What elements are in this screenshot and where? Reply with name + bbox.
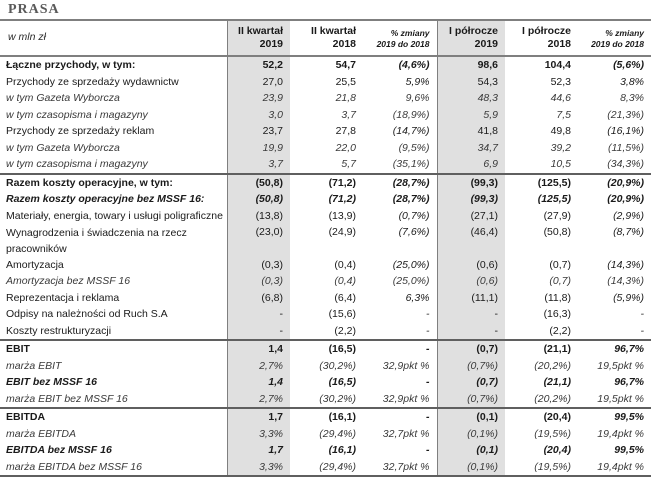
cell-value: 3,3% <box>227 426 290 443</box>
cell-value: (16,1) <box>328 444 356 456</box>
cell-value: (28,7%) <box>363 174 437 192</box>
table-row <box>0 74 651 91</box>
cell-value: (13,9) <box>328 209 356 222</box>
cell-value: 5,9 <box>437 107 505 124</box>
cell-value: - <box>227 323 290 341</box>
table-row <box>0 140 651 157</box>
cell-value: 6,3% <box>405 291 430 304</box>
table-row <box>0 174 651 192</box>
cell-value: 19,5pkt % <box>597 392 644 405</box>
row-label: Przychody ze sprzedaży reklam <box>6 125 155 137</box>
cell-value: (16,3) <box>543 308 571 320</box>
cell-value: (99,3) <box>437 191 505 208</box>
cell-value: (16,5) <box>290 340 363 358</box>
cell-value: (0,4) <box>334 275 356 287</box>
cell-value: 23,7 <box>227 123 290 140</box>
cell-value: - <box>640 324 644 337</box>
cell-value: 19,5pkt % <box>597 359 644 372</box>
prasa-table <box>0 21 651 477</box>
row-label: marża EBIT <box>6 359 62 372</box>
cell-value: 5,9% <box>405 75 430 88</box>
row-label: EBITDA bez MSSF 16 <box>6 444 112 456</box>
column-header: II kwartał 2018 <box>290 21 363 56</box>
cell-value: (29,4%) <box>290 459 363 477</box>
cell-value: 27,0 <box>227 74 290 91</box>
cell-value: (20,4) <box>505 408 578 426</box>
cell-value: (35,1%) <box>392 158 430 170</box>
cell-value: - <box>426 308 430 320</box>
cell-value: (125,5) <box>505 174 578 192</box>
cell-value: 34,7 <box>437 140 505 157</box>
table-row <box>0 306 651 323</box>
row-label: Reprezentacja i reklama <box>6 291 120 304</box>
cell-value: 99,5% <box>578 408 651 426</box>
cell-value: 98,6 <box>437 56 505 74</box>
table-row <box>0 408 651 426</box>
page-title: PRASA <box>0 0 651 21</box>
cell-value: 49,8 <box>550 125 571 137</box>
cell-value: - <box>437 306 505 323</box>
cell-value: (0,7%) <box>437 358 505 375</box>
cell-value: 99,5% <box>614 444 644 456</box>
cell-value: (71,2) <box>290 174 363 192</box>
cell-value: (24,9) <box>328 226 356 238</box>
table-row <box>0 391 651 409</box>
table-row <box>0 156 651 174</box>
table-row <box>0 208 651 225</box>
cell-value: (20,2%) <box>534 392 571 405</box>
cell-value: 96,7% <box>578 340 651 358</box>
row-label: Odpisy na należności od Ruch S.A <box>6 308 168 320</box>
row-label: EBITDA <box>0 408 227 426</box>
cell-value: 3,8% <box>620 75 644 88</box>
column-header: II kwartał 2019 <box>227 21 290 56</box>
cell-value: (2,2) <box>549 324 571 337</box>
header-row <box>0 21 651 56</box>
row-label: Razem koszty operacyjne, w tym: <box>0 174 227 192</box>
cell-value: (7,6%) <box>398 226 430 238</box>
cell-value: (5,9%) <box>613 291 644 304</box>
cell-value: (5,6%) <box>578 56 651 74</box>
cell-value: - <box>640 308 644 320</box>
cell-value: - <box>227 306 290 323</box>
cell-value: 32,7pkt % <box>382 427 430 440</box>
cell-value: (46,4) <box>437 224 505 257</box>
cell-value: (0,6) <box>437 273 505 290</box>
table-row <box>0 56 651 74</box>
row-label: EBIT <box>0 340 227 358</box>
cell-value: - <box>426 324 430 337</box>
cell-value: (29,4%) <box>319 427 356 440</box>
column-header: % zmiany 2019 do 2018 <box>363 21 437 56</box>
cell-value: (21,1) <box>505 340 578 358</box>
cell-value: (14,3%) <box>607 258 644 271</box>
cell-value: - <box>426 444 430 456</box>
cell-value: 41,8 <box>437 123 505 140</box>
cell-value: (71,2) <box>328 193 356 205</box>
cell-value: (6,4) <box>334 291 356 304</box>
cell-value: (25,0%) <box>392 258 430 271</box>
cell-value: (0,1) <box>437 442 505 459</box>
row-label: Razem koszty operacyjne bez MSSF 16: <box>6 193 205 205</box>
cell-value: (0,7%) <box>398 209 430 222</box>
cell-value: 8,3% <box>620 92 644 104</box>
cell-value: 22,0 <box>335 141 356 154</box>
cell-value: (19,5%) <box>534 427 571 440</box>
cell-value: 23,9 <box>227 90 290 107</box>
cell-value: (0,7) <box>437 374 505 391</box>
cell-value: 54,7 <box>290 56 363 74</box>
cell-value: 19,4pkt % <box>597 427 644 440</box>
cell-value: - <box>363 340 437 358</box>
cell-value: 1,4 <box>227 340 290 358</box>
cell-value: (0,7) <box>549 275 571 287</box>
table-row <box>0 340 651 358</box>
cell-value: 52,2 <box>227 56 290 74</box>
cell-value: (20,9%) <box>578 174 651 192</box>
cell-value: 2,7% <box>227 391 290 409</box>
cell-value: (16,5) <box>328 376 356 388</box>
column-header: % zmiany 2019 do 2018 <box>578 21 651 56</box>
row-label: Łączne przychody, w tym: <box>0 56 227 74</box>
row-label: marża EBIT bez MSSF 16 <box>6 392 128 405</box>
cell-value: (0,7) <box>437 340 505 358</box>
cell-value: 32,7pkt % <box>363 459 437 477</box>
column-header: I półrocze 2019 <box>437 21 505 56</box>
table-row <box>0 358 651 375</box>
cell-value: (0,7) <box>549 258 571 271</box>
cell-value: (20,2%) <box>534 359 571 372</box>
cell-value: (11,5%) <box>608 141 644 154</box>
cell-value: (14,3%) <box>607 275 644 287</box>
cell-value: (0,1) <box>437 408 505 426</box>
cell-value: (30,2%) <box>319 359 356 372</box>
cell-value: 19,4pkt % <box>578 459 651 477</box>
cell-value: (28,7%) <box>392 193 430 205</box>
cell-value: (34,3%) <box>607 158 644 170</box>
table-row <box>0 224 651 257</box>
cell-value: (21,3%) <box>607 108 644 121</box>
cell-value: 3,0 <box>227 107 290 124</box>
cell-value: (0,4) <box>334 258 356 271</box>
cell-value: (0,1%) <box>437 426 505 443</box>
cell-value: (21,1) <box>543 376 571 388</box>
cell-value: (27,9) <box>543 209 571 222</box>
cell-value: 6,9 <box>437 156 505 174</box>
table-row <box>0 273 651 290</box>
cell-value: 2,7% <box>227 358 290 375</box>
cell-value: 9,6% <box>405 92 430 104</box>
cell-value: (99,3) <box>437 174 505 192</box>
table-header <box>0 21 651 56</box>
cell-value: (16,1%) <box>607 125 644 137</box>
table-row <box>0 123 651 140</box>
row-label: Amortyzacja <box>6 258 64 271</box>
cell-value: 104,4 <box>505 56 578 74</box>
cell-value: (13,8) <box>227 208 290 225</box>
cell-value: (4,6%) <box>363 56 437 74</box>
cell-value: 32,9pkt % <box>382 392 430 405</box>
table-row <box>0 459 651 477</box>
cell-value: 32,9pkt % <box>382 359 430 372</box>
cell-value: 1,7 <box>227 442 290 459</box>
cell-value: 44,6 <box>550 92 571 104</box>
cell-value: (20,9%) <box>607 193 644 205</box>
cell-value: 1,7 <box>227 408 290 426</box>
cell-value: (9,5%) <box>398 141 430 154</box>
cell-value: (50,8) <box>227 191 290 208</box>
cell-value: (15,6) <box>328 308 356 320</box>
row-label: w tym czasopisma i magazyny <box>6 158 148 170</box>
cell-value: (8,7%) <box>613 226 644 238</box>
cell-value: - <box>363 408 437 426</box>
cell-value: 54,3 <box>437 74 505 91</box>
cell-value: (11,1) <box>437 290 505 307</box>
table-row <box>0 426 651 443</box>
row-label: w tym Gazeta Wyborcza <box>6 141 120 154</box>
cell-value: (50,8) <box>227 174 290 192</box>
cell-value: (30,2%) <box>319 392 356 405</box>
cell-value: 7,5 <box>556 108 571 121</box>
cell-value: (23,0) <box>227 224 290 257</box>
row-label: Przychody ze sprzedaży wydawnictw <box>6 75 179 88</box>
unit-label: w mln zł <box>0 21 227 56</box>
table-body <box>0 56 651 476</box>
table-row <box>0 323 651 341</box>
cell-value: (16,1) <box>290 408 363 426</box>
cell-value: - <box>426 376 430 388</box>
row-label: marża EBITDA bez MSSF 16 <box>0 459 227 477</box>
cell-value: (0,3) <box>227 273 290 290</box>
cell-value: 48,3 <box>437 90 505 107</box>
cell-value: 3,7 <box>227 156 290 174</box>
table-row <box>0 191 651 208</box>
cell-value: 3,7 <box>341 108 356 121</box>
cell-value: 3,3% <box>227 459 290 477</box>
row-label: Wynagrodzenia i świadczenia na rzecz pracowników <box>6 226 187 255</box>
cell-value: (11,8) <box>544 291 571 304</box>
cell-value: 19,9 <box>227 140 290 157</box>
cell-value: (2,9%) <box>613 209 644 222</box>
cell-value: (0,3) <box>227 257 290 274</box>
cell-value: (0,7%) <box>437 391 505 409</box>
row-label: Amortyzacja bez MSSF 16 <box>6 275 131 287</box>
cell-value: (27,1) <box>437 208 505 225</box>
cell-value: (0,1%) <box>437 459 505 477</box>
cell-value: 21,8 <box>335 92 356 104</box>
cell-value: (0,6) <box>437 257 505 274</box>
cell-value: 52,3 <box>550 75 571 88</box>
cell-value: (2,2) <box>334 324 356 337</box>
table-row <box>0 290 651 307</box>
table-row <box>0 442 651 459</box>
cell-value: 27,8 <box>335 125 356 137</box>
cell-value: 1,4 <box>227 374 290 391</box>
cell-value: 96,7% <box>614 376 644 388</box>
cell-value: 10,5 <box>550 158 571 170</box>
row-label: Materiały, energia, towary i usługi poligraficzne <box>6 210 223 222</box>
table-row <box>0 107 651 124</box>
cell-value: (6,8) <box>227 290 290 307</box>
table-row <box>0 257 651 274</box>
cell-value: - <box>437 323 505 341</box>
cell-value: (14,7%) <box>392 125 430 137</box>
cell-value: (20,4) <box>543 444 571 456</box>
table-row <box>0 374 651 391</box>
cell-value: (125,5) <box>537 193 571 205</box>
row-label: Koszty restrukturyzacji <box>6 324 112 337</box>
row-label: w tym Gazeta Wyborcza <box>6 92 120 104</box>
table-row <box>0 90 651 107</box>
cell-value: (18,9%) <box>392 108 430 121</box>
row-label: EBIT bez MSSF 16 <box>6 376 98 388</box>
cell-value: 25,5 <box>335 75 356 88</box>
cell-value: (25,0%) <box>392 275 430 287</box>
column-header: I półrocze 2018 <box>505 21 578 56</box>
cell-value: (50,8) <box>543 226 571 238</box>
row-label: w tym czasopisma i magazyny <box>6 108 148 121</box>
cell-value: (19,5%) <box>505 459 578 477</box>
cell-value: 39,2 <box>550 141 571 154</box>
cell-value: 5,7 <box>341 158 356 170</box>
row-label: marża EBITDA <box>6 427 77 440</box>
